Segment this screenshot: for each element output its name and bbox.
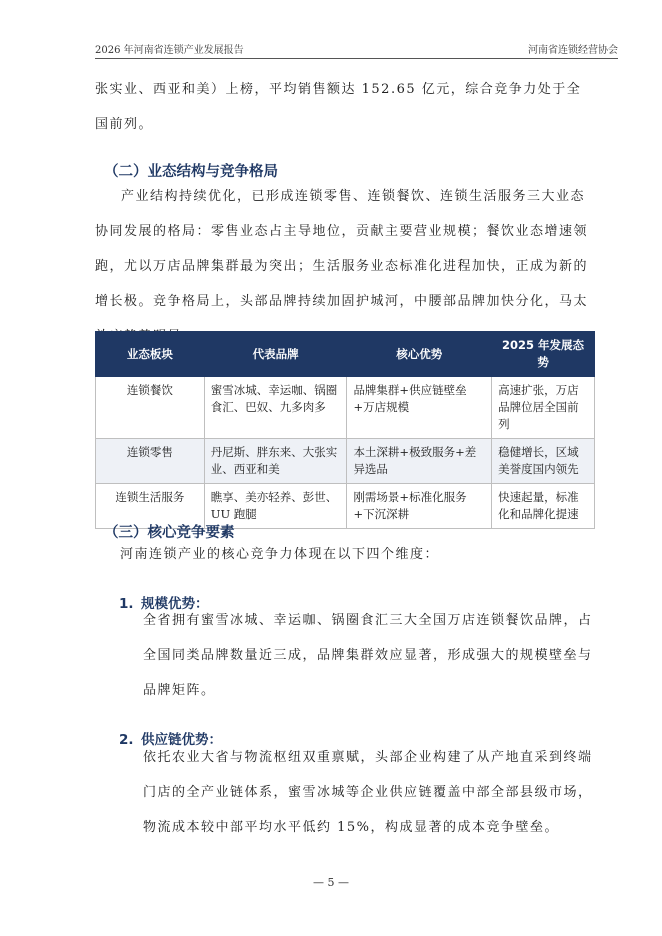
header-report-title: 2026 年河南省连锁产业发展报告 [95, 45, 244, 56]
section-heading-business-structure: （二）业态结构与竞争格局 [104, 164, 278, 180]
table-header-cell: 2025 年发展态势 [492, 332, 595, 377]
business-format-table [95, 331, 595, 529]
factor-title: 规模优势： [141, 596, 209, 612]
table-cell-trend: 快速起量，标准化和品牌化提速 [492, 484, 595, 529]
table-header-cell: 核心优势 [347, 332, 492, 377]
table-cell-brands: 瞧享、美亦轻养、彭世、UU 跑腿 [204, 484, 347, 529]
table-header-cell: 业态板块 [96, 332, 205, 377]
table-cell-trend: 稳健增长，区域美誉度国内领先 [492, 439, 595, 484]
table-cell-brands: 丹尼斯、胖东来、大张实业、西亚和美 [204, 439, 347, 484]
table-cell-advantage: 刚需场景+标准化服务+下沉深耕 [347, 484, 492, 529]
factor-title: 供应链优势： [141, 732, 222, 748]
table-header-cell: 代表品牌 [204, 332, 347, 377]
header-organization: 河南省连锁经营协会 [528, 45, 618, 56]
intro-paragraph: 张实业、西亚和美）上榜，平均销售额达 152.65 亿元，综合竞争力处于全国前列。 [95, 82, 582, 132]
business-structure-paragraph: 产业结构持续优化，已形成连锁零售、连锁餐饮、连锁生活服务三大业态协同发展的格局：零售业态占主导地位，贡献主要营业规模；餐饮业态增速领跑，尤以万店品牌集群最为突出；生活服务业态标准化进程加快，正成为新的增长极。竞争格局上，头部品牌持续加固护城河，中腰部品牌加快分化，马太 [95, 189, 589, 309]
page-number: — 5 — [313, 876, 349, 889]
section-heading-core-factors: （三）核心竞争要素 [104, 525, 235, 541]
table-cell-format: 连锁生活服务 [96, 484, 205, 529]
factor-number: 1. [119, 596, 134, 612]
factor-body-supply-chain: 依托农业大省与物流枢纽双重禀赋，头部企业构建了从产地直采到终端门店的全产业链体系，蜜雪冰城等企业供应链覆盖中部全部县级市场，物流成本较中部平均水平低约 15%，构成显著的成本竞争壁垒。 [143, 750, 593, 835]
table-cell-trend: 高速扩张，万店品牌位居全国前列 [492, 377, 595, 439]
factor-body-scale: 全省拥有蜜雪冰城、幸运咖、锅圈食汇三大全国万店连锁餐饮品牌，占全国同类品牌数量近三成，品牌集群效应显著，形成强大的规模壁垒与品牌矩阵。 [143, 613, 593, 698]
table-cell-advantage: 本土深耕+极致服务+差异选品 [347, 439, 492, 484]
table-row [96, 439, 595, 484]
page-header [95, 38, 618, 59]
table-cell-advantage: 品牌集群+供应链壁垒+万店规模 [347, 377, 492, 439]
core-factors-intro: 河南连锁产业的核心竞争力体现在以下四个维度： [120, 547, 440, 562]
table-cell-brands: 蜜雪冰城、幸运咖、锅圈食汇、巴奴、九多肉多 [204, 377, 347, 439]
table-header-row [96, 332, 595, 377]
table-cell-format: 连锁餐饮 [96, 377, 205, 439]
table-row [96, 377, 595, 439]
factor-number: 2. [119, 732, 134, 748]
table-cell-format: 连锁零售 [96, 439, 205, 484]
